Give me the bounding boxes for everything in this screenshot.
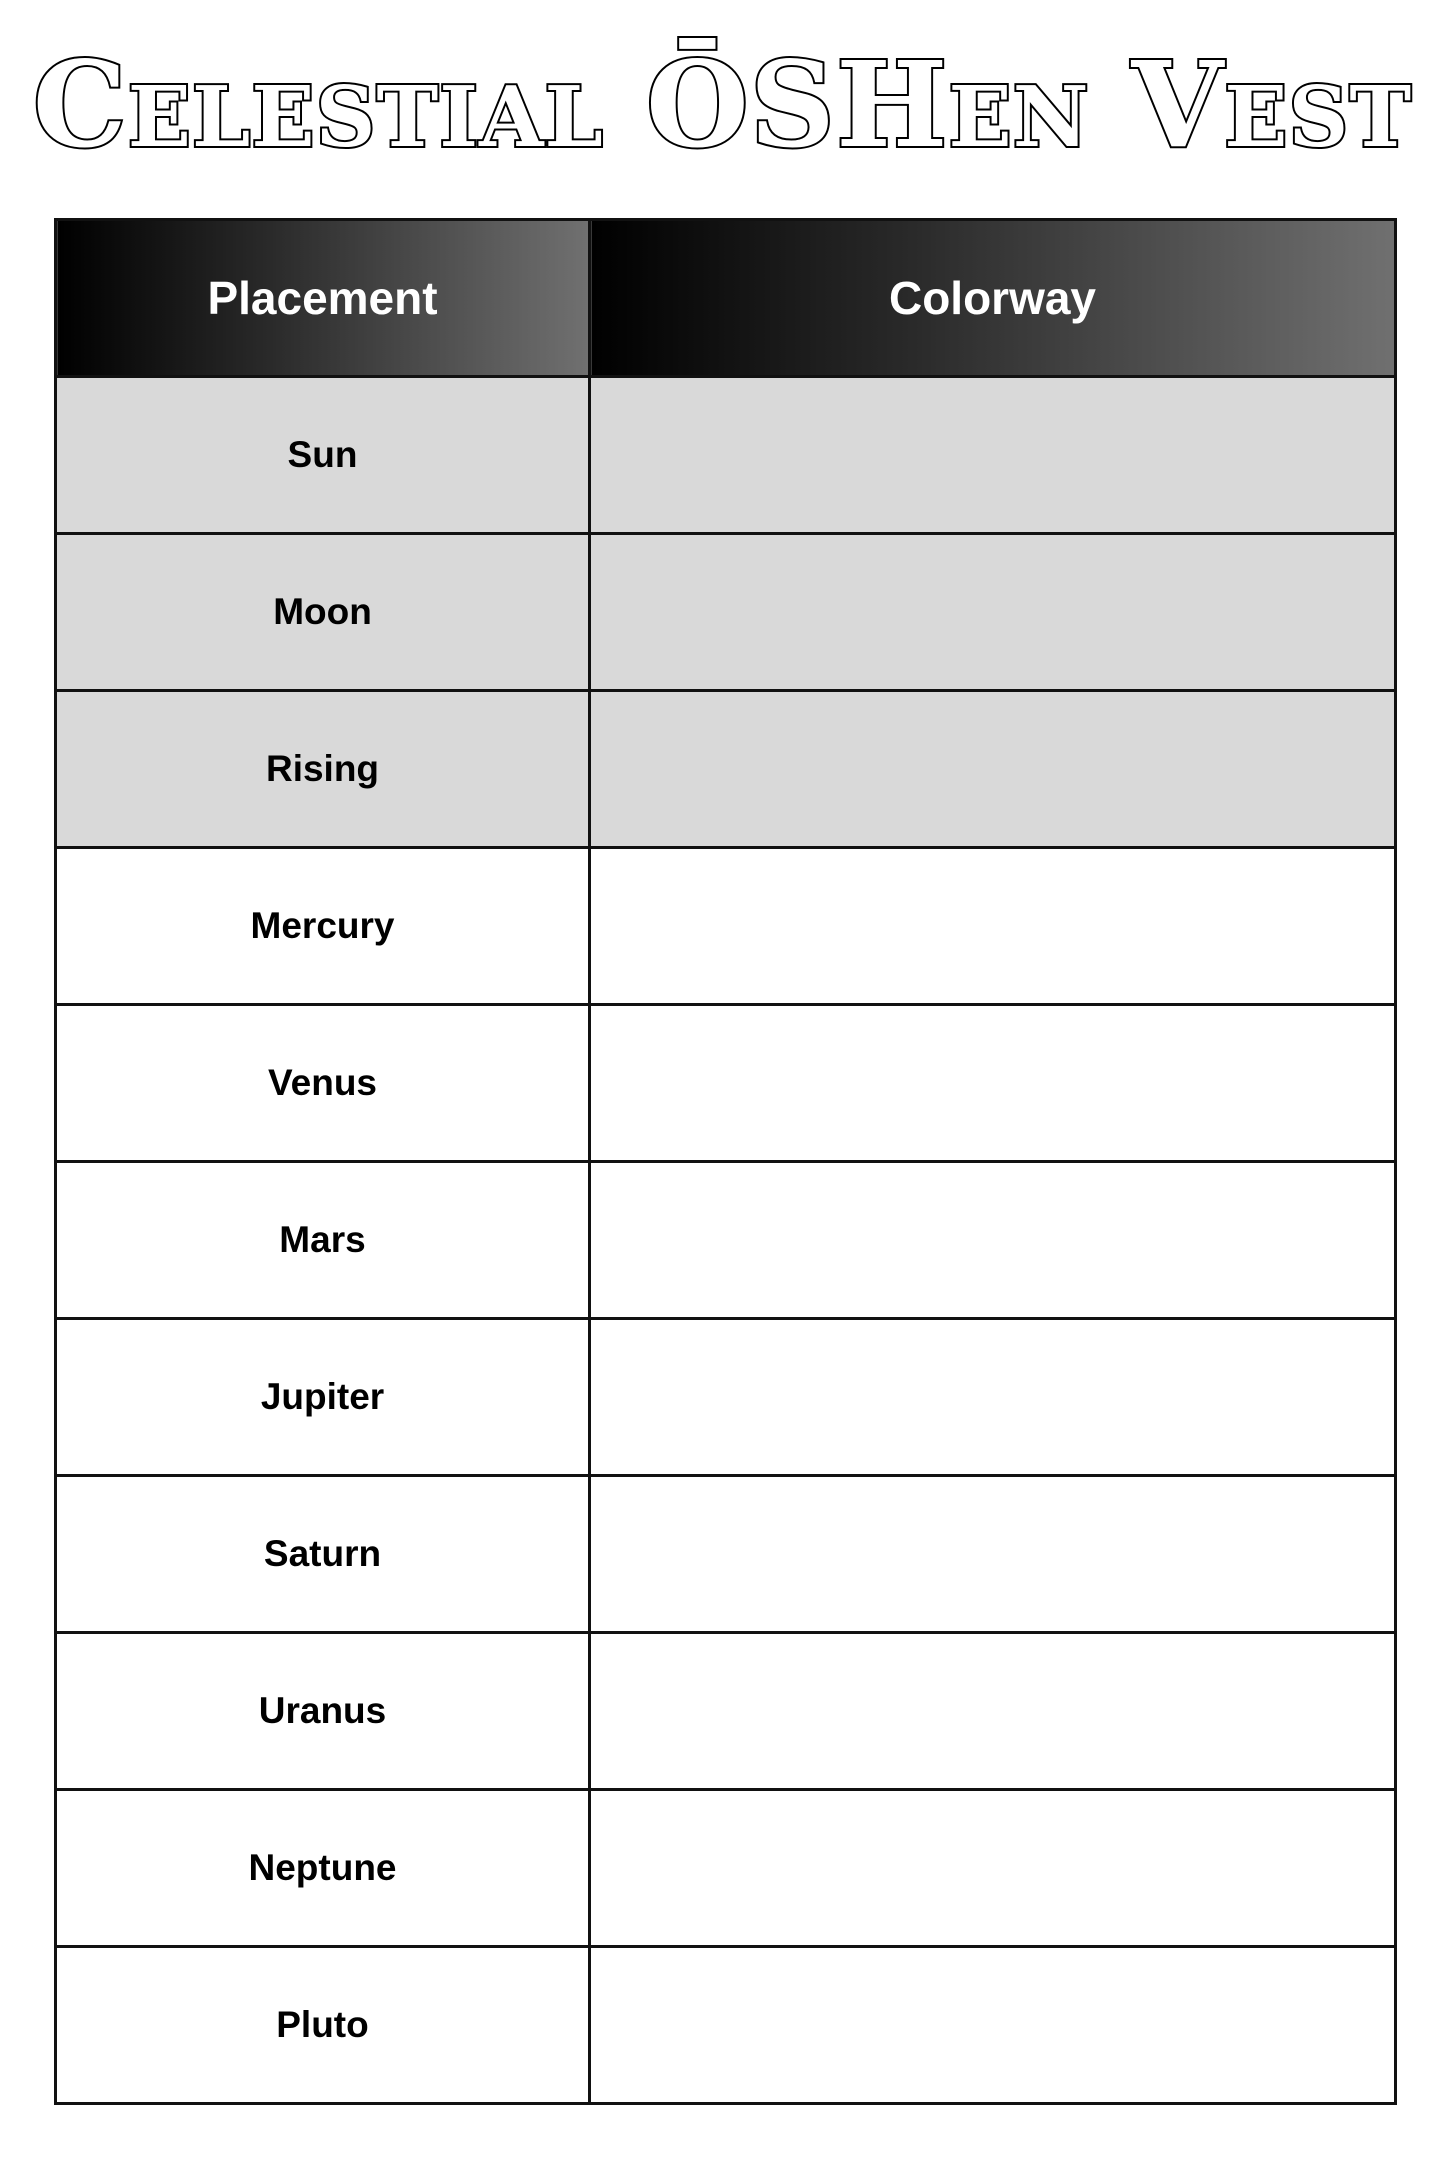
colorway-cell[interactable] xyxy=(590,534,1396,691)
table-row xyxy=(56,848,1396,1005)
placement-cell: Pluto xyxy=(56,1947,590,2104)
table-row xyxy=(56,377,1396,534)
placement-cell: Moon xyxy=(56,534,590,691)
table-row xyxy=(56,691,1396,848)
colorway-cell[interactable] xyxy=(590,1005,1396,1162)
placement-cell: Uranus xyxy=(56,1633,590,1790)
placement-cell: Neptune xyxy=(56,1790,590,1947)
table-row xyxy=(56,534,1396,691)
table-row xyxy=(56,1947,1396,2104)
table-row xyxy=(56,1319,1396,1476)
colorway-cell[interactable] xyxy=(590,1790,1396,1947)
placement-cell: Venus xyxy=(56,1005,590,1162)
colorway-cell[interactable] xyxy=(590,377,1396,534)
placement-cell: Rising xyxy=(56,691,590,848)
colorway-cell[interactable] xyxy=(590,691,1396,848)
table-row xyxy=(56,1476,1396,1633)
placement-cell: Mars xyxy=(56,1162,590,1319)
table-row xyxy=(56,1162,1396,1319)
placement-cell: Sun xyxy=(56,377,590,534)
colorway-cell[interactable] xyxy=(590,1319,1396,1476)
colorway-cell[interactable] xyxy=(590,1947,1396,2104)
colorway-cell[interactable] xyxy=(590,1476,1396,1633)
placement-cell: Saturn xyxy=(56,1476,590,1633)
table-row xyxy=(56,1005,1396,1162)
table-row xyxy=(56,1790,1396,1947)
table-header-row xyxy=(56,220,1396,377)
table-row xyxy=(56,1633,1396,1790)
placement-cell: Mercury xyxy=(56,848,590,1005)
placement-cell: Jupiter xyxy=(56,1319,590,1476)
colorway-cell[interactable] xyxy=(590,848,1396,1005)
page-title: Celestial ŌSHen Vest xyxy=(32,35,1413,174)
placement-colorway-table xyxy=(54,218,1397,2105)
colorway-cell[interactable] xyxy=(590,1633,1396,1790)
colorway-cell[interactable] xyxy=(590,1162,1396,1319)
header-colorway: Colorway xyxy=(590,220,1396,377)
header-placement: Placement xyxy=(56,220,590,377)
